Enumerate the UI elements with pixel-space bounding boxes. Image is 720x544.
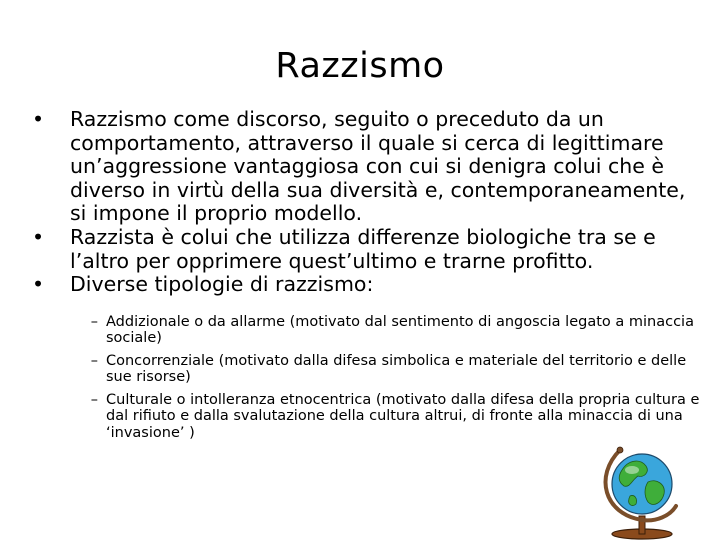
slide-title: Razzismo — [275, 46, 445, 86]
globe-clipart — [560, 436, 710, 540]
bullet-marker: • — [31, 224, 45, 249]
sub-bullet-marker: – — [90, 352, 98, 369]
sub-bullet-item — [70, 392, 700, 442]
sub-bullet-text: Concorrenziale (motivato dalla difesa simbolica e materiale del territorio e delle sue risorse) — [106, 352, 687, 386]
bullet-marker: • — [31, 107, 45, 131]
bullet-item-tipologie — [30, 273, 700, 441]
sub-bullet-item — [70, 314, 700, 347]
bullet-marker: • — [31, 272, 45, 297]
bullet-item-definition — [30, 108, 700, 226]
sub-bullet-marker: – — [90, 391, 98, 408]
bullet-text: Razzista è colui che utilizza differenze biologiche tra se e l’altro per opprimere quest’ultimo e trarne profitto. — [70, 224, 656, 273]
globe-land — [629, 495, 637, 505]
globe-icon — [560, 436, 710, 540]
sub-bullet-text: Culturale o intolleranza etnocentrica (motivato dalla difesa della propria cultura e dal rifiuto e dalla svalutazione della cultura altrui, di fronte alla minaccia di una ‘invasione’ ) — [106, 391, 700, 441]
globe-highlight — [625, 466, 639, 474]
bullet-list — [30, 108, 700, 447]
bullet-item-razzista — [30, 226, 700, 273]
bullet-text: Diverse tipologie di razzismo: — [70, 272, 374, 297]
sub-bullet-list — [70, 314, 700, 442]
sub-bullet-marker: – — [90, 313, 98, 330]
sub-bullet-item — [70, 353, 700, 386]
sub-bullet-text: Addizionale o da allarme (motivato dal sentimento di angoscia legato a minaccia sociale) — [106, 313, 694, 347]
globe-knob — [617, 447, 623, 453]
bullet-text: Razzismo come discorso, seguito o preceduto da un comportamento, attraverso il quale si cerca di legittimare un’aggressione vantaggiosa con cui si denigra colui che è diverso in virtù della sua diversità e, contemporaneamente, si impone il proprio modello. — [70, 107, 686, 226]
